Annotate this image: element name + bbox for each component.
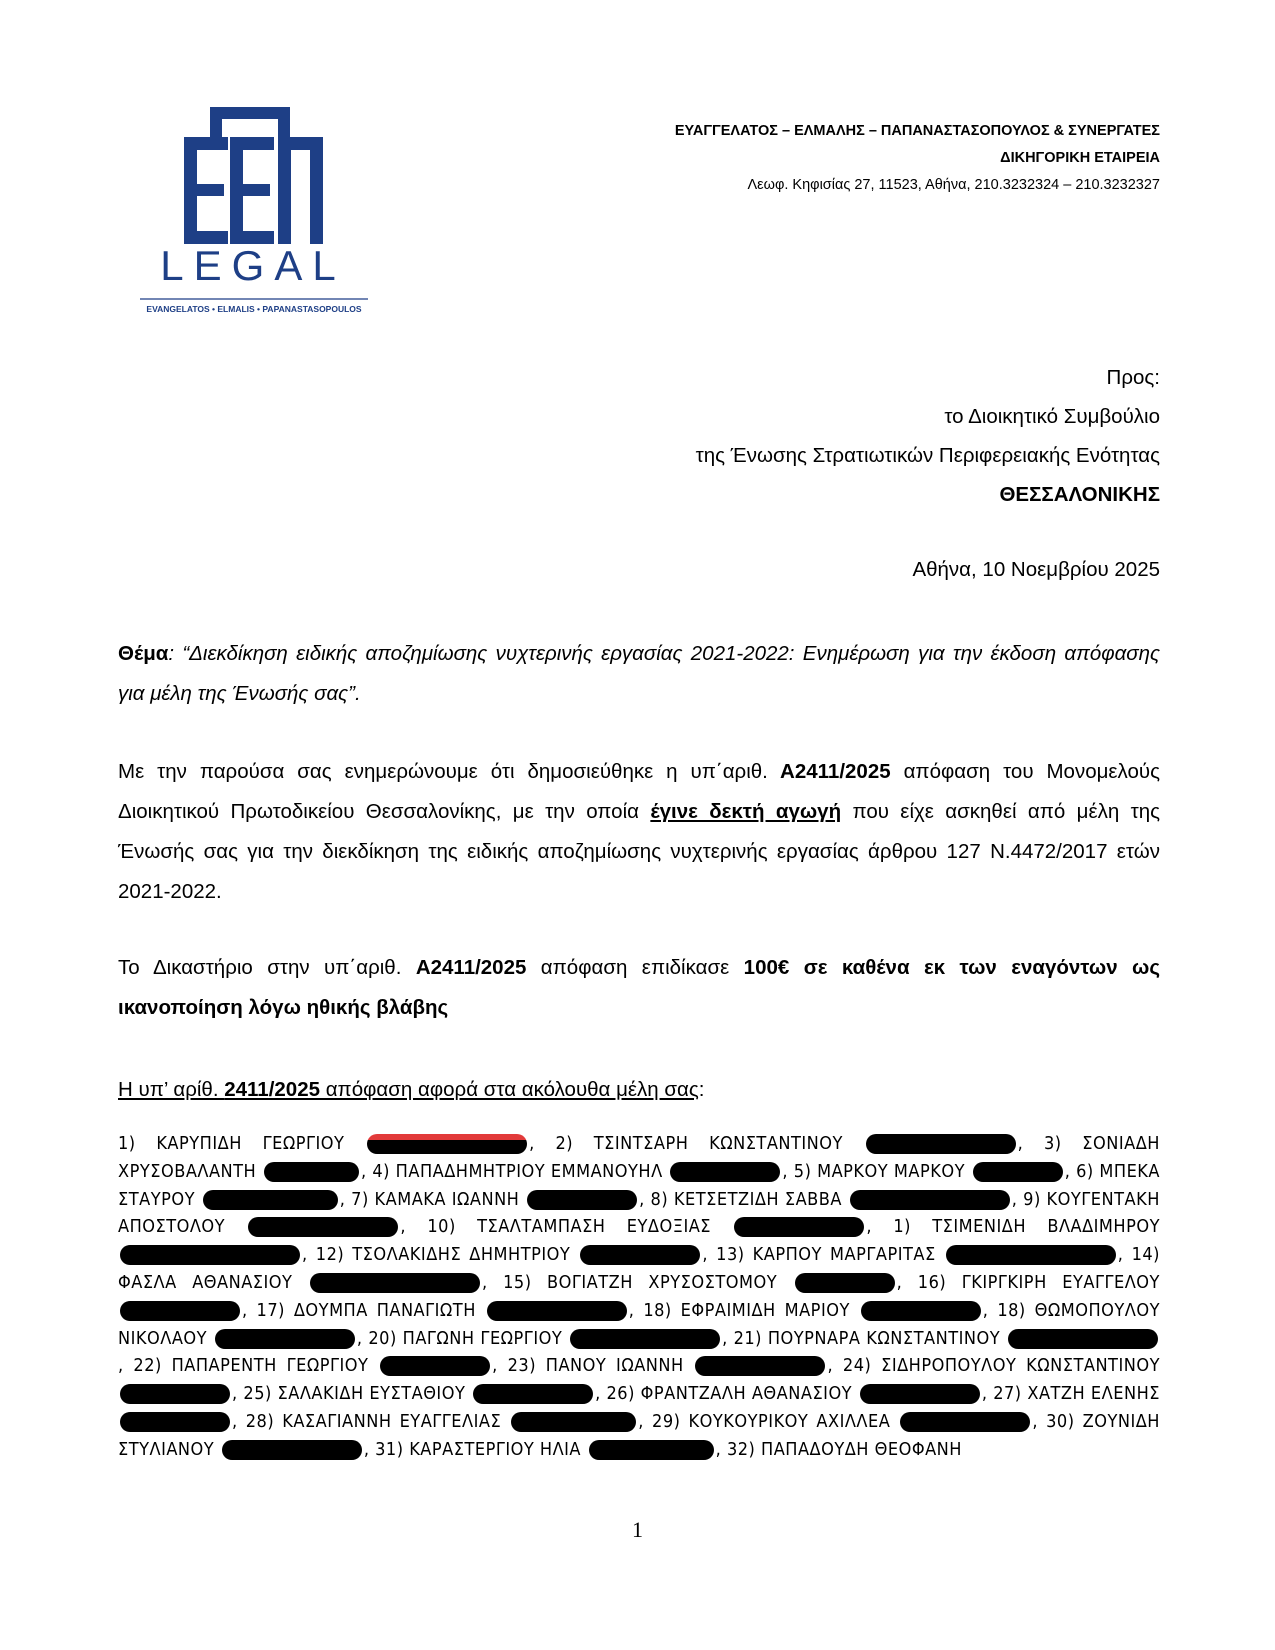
redaction-mark (380, 1356, 490, 1376)
p1-text-e: που είχε ασκηθεί από μέλη της Ένωσής σας για την διεκδίκηση της ειδικής αποζημίωσης νυχτερινής εργασίας άρθρου 127 Ν.4472/2017 ετών 2021-2022. (118, 800, 1161, 903)
ep-legal-logo-graphic (118, 62, 408, 357)
redaction-mark (973, 1162, 1063, 1182)
recipient-line3: ΘΕΣΣΑΛΟΝΙΚΗΣ (999, 483, 1160, 506)
members-heading (118, 1070, 705, 1110)
member-item: 18) ΕΦΡΑΙΜΙΔΗ ΜΑΡΙΟΥ (643, 1299, 850, 1321)
member-item: 1) ΤΣΙΜΕΝΙΔΗ ΒΛΑΔΙΜΗΡΟΥ (893, 1216, 1160, 1238)
subject-line (118, 634, 1160, 714)
member-item: 14) ΦΑΣΛΑ ΑΘΑΝΑΣΙΟΥ (118, 1244, 1160, 1293)
redaction-mark (570, 1329, 720, 1349)
redaction-mark (511, 1412, 636, 1432)
member-item: 3) ΣΟΝΙΑΔΗ ΧΡΥΣΟΒΑΛΑΝΤΗ (118, 1133, 1160, 1182)
page-number: 1 (632, 1517, 643, 1542)
member-item: 5) ΜΑΡΚΟΥ ΜΑΡΚΟΥ (793, 1160, 965, 1182)
redaction-mark (695, 1356, 825, 1376)
member-item: 31) ΚΑΡΑΣΤΕΡΓΙΟΥ ΗΛΙΑ (375, 1438, 581, 1460)
redaction-mark (866, 1134, 1016, 1154)
redaction-mark (487, 1301, 627, 1321)
p2-decision-number: Α2411/2025 (415, 956, 527, 979)
redaction-mark (203, 1190, 338, 1210)
members-heading-c: απόφαση αφορά στα ακόλουθα μέλη σας (320, 1078, 699, 1101)
redaction-mark (215, 1329, 355, 1349)
redaction-mark (900, 1412, 1030, 1432)
firm-name: ΕΥΑΓΓΕΛΑΤΟΣ – ΕΛΜΑΛΗΣ – ΠΑΠΑΝΑΣΤΑΣΟΠΟΥΛΟΣ & ΣΥΝΕΡΓΑΤΕΣ (674, 123, 1160, 139)
redaction-mark (850, 1190, 1010, 1210)
member-item: 7) ΚΑΜΑΚΑ ΙΩΑΝΝΗ (351, 1188, 520, 1210)
recipient-line2: της Ένωσης Στρατιωτικών Περιφερειακής Ενότητας (695, 444, 1160, 467)
paragraph-decision (118, 752, 1160, 912)
member-item: 21) ΠΟΥΡΝΑΡΑ ΚΩΝΣΤΑΝΤΙΝΟΥ (733, 1327, 1001, 1349)
member-item: 27) ΧΑΤΖΗ ΕΛΕΝΗΣ (993, 1383, 1160, 1405)
p2-text-a: Το Δικαστήριο στην υπ΄αριθ. (118, 956, 416, 979)
p2-text-c: απόφαση επιδίκασε (526, 956, 744, 979)
redaction-mark (670, 1162, 780, 1182)
member-item: 18) ΘΩΜΟΠΟΥΛΟΥ ΝΙΚΟΛΑΟΥ (118, 1299, 1160, 1349)
member-item: 16) ΓΚΙΡΓΚΙΡΗ ΕΥΑΓΓΕΛΟΥ (917, 1271, 1160, 1293)
member-item: 24) ΣΙΔΗΡΟΠΟΥΛΟΥ ΚΩΝΣΤΑΝΤΙΝΟΥ (842, 1355, 1160, 1377)
redaction-mark (527, 1190, 637, 1210)
company-logo (118, 62, 408, 357)
member-item: 17) ΔΟΥΜΠΑ ΠΑΝΑΓΙΩΤΗ (256, 1299, 476, 1321)
redaction-mark (120, 1412, 230, 1432)
letter-date: Αθήνα, 10 Νοεμβρίου 2025 (912, 558, 1160, 581)
redaction-mark (310, 1273, 480, 1293)
recipient-line1: το Διοικητικό Συμβούλιο (944, 405, 1160, 428)
redaction-mark (734, 1217, 864, 1237)
subject-label: Θέμα (118, 642, 169, 665)
redaction-mark (222, 1440, 362, 1460)
redaction-mark (120, 1384, 230, 1404)
member-item: 26) ΦΡΑΝΤΖΑΛΗ ΑΘΑΝΑΣΙΟΥ (606, 1383, 853, 1405)
redaction-mark (264, 1162, 359, 1182)
redaction-mark (589, 1440, 714, 1460)
firm-header (675, 118, 1160, 198)
firm-address: Λεωφ. Κηφισίας 27, 11523, Αθήνα, 210.3232324 – 210.3232327 (747, 177, 1160, 193)
member-item: 22) ΠΑΠΑΡΕΝΤΗ ΓΕΩΡΓΙΟΥ (133, 1355, 369, 1377)
member-item: 8) ΚΕΤΣΕΤΖΙΔΗ ΣΑΒΒΑ (650, 1188, 842, 1210)
p1-text-a: Με την παρούσα σας ενημερώνουμε ότι δημοσιεύθηκε η υπ΄αριθ. (118, 760, 768, 783)
members-heading-number: 2411/2025 (224, 1078, 320, 1101)
redaction-mark (946, 1245, 1116, 1265)
member-item: 10) ΤΣΑΛΤΑΜΠΑΣΗ ΕΥΔΟΞΙΑΣ (427, 1216, 712, 1238)
member-item: 13) ΚΑΡΠΟΥ ΜΑΡΓΑΡΙΤΑΣ (716, 1244, 936, 1266)
member-item: 32) ΠΑΠΑΔΟΥΔΗ ΘΕΟΦΑΝΗ (726, 1438, 962, 1460)
redaction-mark (120, 1301, 240, 1321)
redaction-mark (473, 1384, 593, 1404)
p1-decision-number: Α2411/2025 (767, 760, 891, 783)
subject-text: : “Διεκδίκηση ειδικής αποζημίωσης νυχτερινής εργασίας 2021-2022: Ενημέρωση για την έκδοση απόφασης για μέλη της Ένωσής σας”. (118, 642, 1160, 705)
redaction-mark (120, 1245, 300, 1265)
redaction-mark (248, 1217, 398, 1237)
redaction-mark (1008, 1329, 1158, 1349)
firm-type: ΔΙΚΗΓΟΡΙΚΗ ΕΤΑΙΡΕΙΑ (1000, 150, 1160, 166)
p1-text-c: απόφαση του Μονομελούς Διοικητικού Πρωτοδικείου Θεσσαλονίκης, με την οποία (118, 760, 1160, 823)
member-item: 1) ΚΑΡΥΠΙΔΗ ΓΕΩΡΓΙΟΥ (118, 1133, 345, 1154)
member-item: 20) ΠΑΓΩΝΗ ΓΕΩΡΓΙΟΥ (368, 1327, 563, 1349)
members-heading-a: Η υπ’ αρίθ. (118, 1078, 225, 1101)
p1-accepted-lawsuit: έγινε δεκτή αγωγή (650, 800, 842, 823)
p2-award-amount: 100€ σε καθένα εκ των εναγόντων ως ικανοποίηση λόγω ηθικής βλάβης (118, 956, 1160, 1019)
member-item: 29) ΚΟΥΚΟΥΡΙΚΟΥ ΑΧΙΛΛΕΑ (652, 1410, 891, 1432)
member-item: 2) ΤΣΙΝΤΣΑΡΗ ΚΩΝΣΤΑΝΤΙΝΟΥ (555, 1133, 843, 1154)
members-list: 1) ΚΑΡΥΠΙΔΗ ΓΕΩΡΓΙΟΥ , 2) ΤΣΙΝΤΣΑΡΗ ΚΩΝΣΤΑΝΤΙΝΟΥ , 3) ΣΟΝΙΑΔΗ ΧΡΥΣΟΒΑΛΑΝΤΗ , 4) ΠΑΠΑΔΗΜΗΤΡΙΟΥ ΕΜΜΑΝΟΥΗΛ , 5) ΜΑΡΚΟΥ ΜΑΡΚΟΥ , 6) ΜΠΕΚΑ ΣΤΑΥΡΟΥ , 7) ΚΑΜΑΚΑ ΙΩΑΝΝΗ , 8) ΚΕΤΣΕΤΖΙΔΗ ΣΑΒΒΑ , 9) ΚΟΥΓΕΝΤΑΚΗ ΑΠΟΣΤΟΛΟΥ , 10) ΤΣΑΛΤΑΜΠΑΣΗ ΕΥΔΟΞΙΑΣ , 1) ΤΣΙΜΕΝΙΔΗ ΒΛΑΔΙΜΗΡΟΥ , 12) ΤΣΟΛΑΚΙΔΗΣ ΔΗΜΗΤΡΙΟΥ , 13) ΚΑΡΠΟΥ ΜΑΡΓΑΡΙΤΑΣ , 14) ΦΑΣΛΑ ΑΘΑΝΑΣΙΟΥ , 15) ΒΟΓΙΑΤΖΗ ΧΡΥΣΟΣΤΟΜΟΥ , 16) ΓΚΙΡΓΚΙΡΗ ΕΥΑΓΓΕΛΟΥ , 17) ΔΟΥΜΠΑ ΠΑΝΑΓΙΩΤΗ , 18) ΕΦΡΑΙΜΙΔΗ ΜΑΡΙΟΥ , 18) ΘΩΜΟΠΟΥΛΟΥ ΝΙΚΟΛΑΟΥ , 20) ΠΑΓΩΝΗ ΓΕΩΡΓΙΟΥ , 21) ΠΟΥΡΝΑΡΑ ΚΩΝΣΤΑΝΤΙΝΟΥ , 22) ΠΑΠΑΡΕΝΤΗ ΓΕΩΡΓΙΟΥ , 23) ΠΑΝΟΥ ΙΩΑΝΝΗ , 24) ΣΙΔΗΡΟΠΟΥΛΟΥ ΚΩΝΣΤΑΝΤΙΝΟΥ , 25) ΣΑΛΑΚΙΔΗ ΕΥΣΤΑΘΙΟΥ , 26) ΦΡΑΝΤΖΑΛΗ ΑΘΑΝΑΣΙΟΥ , 27) ΧΑΤΖΗ ΕΛΕΝΗΣ , 28) ΚΑΣΑΓΙΑΝΝΗ ΕΥΑΓΓΕΛΙΑΣ , 29) ΚΟΥΚΟΥΡΙΚΟΥ ΑΧΙΛΛΕΑ , 30) ΖΟΥΝΙΔΗ ΣΤΥΛΙΑΝΟΥ , 31) ΚΑΡΑΣΤΕΡΓΙΟΥ ΗΛΙΑ , 32) ΠΑΠΑΔΟΥΔΗ ΘΕΟΦΑΝΗ (118, 1133, 1160, 1460)
member-item: 28) ΚΑΣΑΓΙΑΝΝΗ ΕΥΑΓΓΕΛΙΑΣ (245, 1410, 502, 1432)
redaction-mark (367, 1134, 527, 1154)
member-item: 15) ΒΟΓΙΑΤΖΗ ΧΡΥΣΟΣΤΟΜΟΥ (503, 1271, 778, 1293)
member-item: 25) ΣΑΛΑΚΙΔΗ ΕΥΣΤΑΘΙΟΥ (243, 1383, 466, 1405)
member-item: 30) ΖΟΥΝΙΔΗ ΣΤΥΛΙΑΝΟΥ (118, 1410, 1160, 1460)
member-item: 9) ΚΟΥΓΕΝΤΑΚΗ ΑΠΟΣΤΟΛΟΥ (118, 1188, 1160, 1238)
paragraph-award (118, 948, 1160, 1028)
members-heading-colon: : (698, 1078, 705, 1101)
redaction-mark (860, 1384, 980, 1404)
redaction-mark (580, 1245, 700, 1265)
redaction-mark (795, 1273, 895, 1293)
logo-tagline: EVANGELATOS • ELMALIS • PAPANASTASOPOULOS (146, 304, 362, 314)
logo-word: LEGAL (160, 242, 346, 289)
member-item: 4) ΠΑΠΑΔΗΜΗΤΡΙΟΥ ΕΜΜΑΝΟΥΗΛ (372, 1160, 663, 1182)
recipient-to: Προς: (1106, 366, 1160, 389)
member-item: 6) ΜΠΕΚΑ ΣΤΑΥΡΟΥ (118, 1160, 1160, 1210)
member-item: 23) ΠΑΝΟΥ ΙΩΑΝΝΗ (507, 1355, 684, 1377)
redaction-mark (861, 1301, 981, 1321)
member-item: 12) ΤΣΟΛΑΚΙΔΗΣ ΔΗΜΗΤΡΙΟΥ (315, 1244, 571, 1266)
recipient-block (696, 358, 1160, 514)
